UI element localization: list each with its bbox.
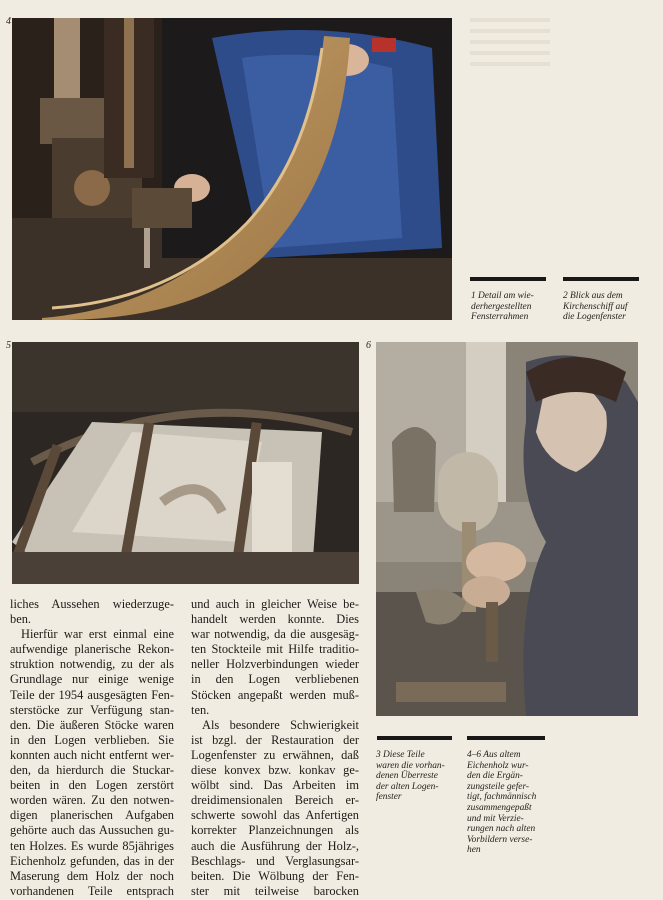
- caption-rule: [467, 736, 545, 740]
- caption-rule: [377, 736, 452, 740]
- figure-number-5: 5: [6, 340, 11, 351]
- caption-4-6: 4–6 Aus altem Eichenholz wur- den die Ergän- zungsteile gefer- tigt, fachmännisch zusammengepaßt und mit Verzie- rungen nach alten Vorbildern verse- hen: [467, 750, 537, 856]
- body-text-column-left: liches Aussehen wiederzuge- ben. Hierfür war erst einmal eine aufwendige planerische Rekon- struktion notwendig, zu der als Grundlage nur einige wenige Teile der 1954 ausgesägten Fen- sterstöcke zur Verfügung stan- den. Die äußeren Stöcke waren in den Logen verblieben. Sie konnten auch nicht entfernt wer- den, da hierdurch die Stuckar- beiten in den Logen zerstört worden wären. Zu den notwen- digen planerischen Aufgaben gehörte auch das Aussuchen gu- ten Holzes. Es wurde 85jähriges Eichenholz gefunden, das in der Maserung dem Holz der noch vorhandenen Teile entsprach: [10, 597, 174, 898]
- caption-rule: [563, 277, 639, 281]
- figure-number-4: 4: [6, 16, 11, 27]
- photo-woodcarver-with-mallet: [376, 342, 638, 716]
- photo-band-saw-cutting-curved-oak-beam: [12, 18, 452, 320]
- caption-rule: [470, 277, 546, 281]
- faint-bleed-through: [470, 18, 550, 73]
- caption-1: 1 Detail am wie- derhergestellten Fensterrahmen: [471, 291, 534, 323]
- caption-3: 3 Diese Teile waren die vorhan- denen Überreste der alten Logen- fenster: [376, 750, 445, 803]
- photo-old-window-frame-remnants: [12, 342, 359, 584]
- caption-2: 2 Blick aus dem Kirchenschiff auf die Logenfenster: [563, 291, 628, 323]
- body-text-column-right: und auch in gleicher Weise be- handelt werden konnte. Dies war notwendig, da die ausgesäg- ten Stockteile mit Hilfe traditio- neller Holzverbindungen wieder in den Logen verbliebenen Stöcken angepaßt werden muß- ten. Als besondere Schwierigkeit ist bzgl. der Restauration der Logenfenster zu erwähnen, daß diese konvex bzw. konkav ge- wölbt sind. Das Arbeiten im dreidimensionalen Bereich er- schwerte sowohl das Anfertigen korrekter Planzeichnungen als auch die Ausführung der Holz-, Beschlags- und Verglasungsar- beiten. Die Wölbung der Fen- ster mit teilweise barocken: [191, 597, 359, 898]
- figure-number-6: 6: [366, 340, 371, 351]
